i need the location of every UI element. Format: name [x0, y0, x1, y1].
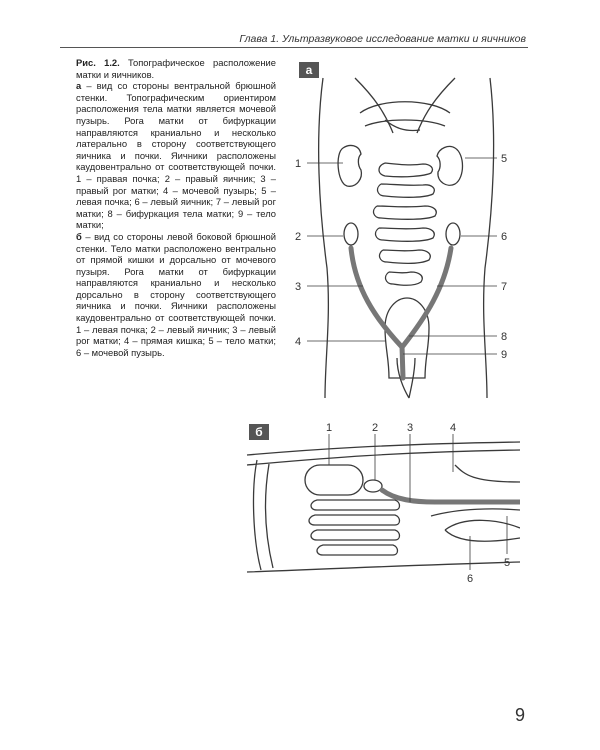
callout-a-5: 5: [501, 153, 508, 165]
body-cranial-edge-2: [266, 464, 273, 568]
panel-label-a: а: [305, 63, 313, 77]
diaphragm-arc: [360, 102, 450, 113]
right-kidney: [338, 146, 361, 187]
left-ovary: [446, 223, 460, 245]
figure-a-ventral-view: [285, 58, 525, 413]
part-b-text: – вид со стороны левой боковой брюшной стенки. Тело матки расположено вентрально от прямой кишки и дорсально от мочевого пузыря. Рога матки от бифуркации направляются краниально и несколько дорсально в сторону соответствующего яичника и почки. Яичники расположены каудовентрально от соответствующей почки. 1 – левая почка; 2 – левый яичник; 3 – левый рог матки; 4 – прямая кишка; 5 – тело матки; 6 – мочевой пузырь.: [76, 230, 276, 358]
callout-b-3: 3: [406, 422, 414, 434]
figure-title: Топографическое расположение матки и яичников.: [76, 57, 276, 80]
part-b-label: б: [76, 230, 82, 242]
right-ovary: [344, 223, 358, 245]
callout-b-4: 4: [449, 422, 457, 434]
callout-b-2: 2: [371, 422, 379, 434]
callout-b-5: 5: [503, 557, 511, 569]
intestines: [309, 500, 400, 555]
part-a-text: – вид со стороны вентральной брюшной стенки. Топографическим ориентиром расположения тела матки является мочевой пузырь. Рога матки от бифуркации направляются краниально и несколько латерально в сторону соответствующего яичника и почки. Яичники расположены каудовентрально от соответствующей почки. 1 – правая почка; 2 – правый яичник; 3 – правый рог матки; 4 – мочевой пузырь; 5 – левая почка; 6 – левый яичник; 7 – левый рог матки; 8 – бифуркация тела матки; 9 – тело матки;: [76, 80, 276, 231]
callout-a-9: 9: [501, 349, 508, 361]
panel-label-b: б: [255, 425, 263, 439]
header-rule: [60, 47, 528, 48]
callout-a-1: 1: [295, 158, 302, 170]
left-kidney: [305, 465, 363, 495]
left-uterine-horn: [382, 490, 520, 502]
callout-b-6: 6: [466, 573, 474, 585]
body-cranial-edge: [254, 460, 261, 570]
intestines: [374, 163, 437, 285]
figure-b-lateral-view: [245, 420, 520, 585]
body-dorsal-line: [247, 442, 520, 455]
figure-number: Рис. 1.2.: [76, 57, 120, 68]
callout-a-7: 7: [501, 281, 508, 293]
callout-a-8: 8: [501, 331, 508, 343]
uterus-contour: [431, 509, 520, 516]
left-ovary: [364, 480, 382, 492]
body-outline-left: [319, 78, 329, 398]
callout-a-6: 6: [501, 231, 508, 243]
figure-caption: [76, 57, 276, 358]
running-head: Глава 1. Ультразвуковое исследование матки и яичников: [239, 33, 526, 45]
left-kidney: [437, 146, 463, 185]
uterine-body: [402, 346, 403, 378]
page-number: 9: [514, 705, 525, 725]
callout-a-2: 2: [295, 231, 302, 243]
callout-b-1: 1: [325, 422, 333, 434]
callout-a-4: 4: [295, 336, 302, 348]
callout-a-3: 3: [295, 281, 302, 293]
rectum: [455, 465, 520, 482]
body-ventral-line: [247, 562, 520, 572]
bladder: [445, 520, 520, 541]
body-outline-right: [484, 78, 494, 398]
part-a-label: а: [76, 80, 82, 92]
diaphragm-inner: [365, 120, 445, 126]
